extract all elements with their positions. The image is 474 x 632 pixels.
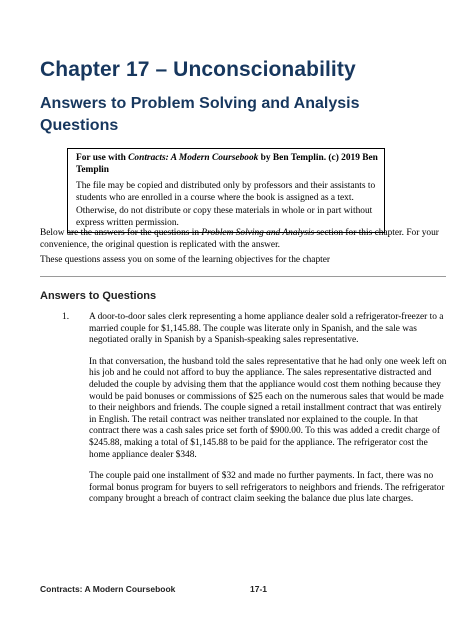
question-paragraph-1: A door-to-door sales clerk representing a home appliance dealer sold a refrigerator-freezer to a married couple for $1,145.88. The couple was literate only in Spanish, and the sale was negotiated orally in Spanish by a Spanish-speaking sales representative. — [89, 312, 444, 346]
footer-page-number: 17-1 — [250, 584, 268, 594]
intro-section — [40, 228, 445, 271]
copyright-notice-box — [67, 148, 385, 233]
question-paragraph-3: The couple paid one installment of $32 and made no further payments. In fact, there was no formal bonus program for buyers to sell refrigerators to neighbors and friends. The refrigerator company brought a breach of contract claim seeking the balance due plus late charges. — [89, 471, 445, 505]
question-body — [89, 312, 447, 516]
question-paragraph-2: In that conversation, the husband told the sales representative that he had only one week left on his job and he could not afford to buy the appliance. The sales representative distracted and deluded the couple by advising them that the appliance would cost them nothing because they would be paid bonuses or commissions of $25 each on the numerous sales that would be made to their neighbors and friends. The couple signed a retail installment contract that was entirely in English. The retail contract was neither translated nor explained to the couple. In that contract there was a cash sales price set forth of $900.00. To this was added a credit charge of $245.88, making a total of $1,145.88 to be paid for the appliance. The refrigerator cost the home appliance dealer $348. — [89, 356, 447, 460]
footer-book-title: Contracts: A Modern Coursebook — [40, 584, 176, 594]
question-number: 1. — [62, 312, 70, 322]
section-title: Answers to Problem Solving and Analysis Questions — [40, 95, 360, 134]
intro-p1-italic: Problem Solving and Analysis — [201, 228, 315, 238]
notice-for-prefix: For use with — [76, 153, 129, 163]
intro-p1-start: Below are the answers for the questions in — [40, 228, 202, 238]
answers-heading: Answers to Questions — [40, 290, 157, 302]
notice-text: The file may be copied and distributed only by professors and their assistants to students who are enrolled in a course where the book is assigned as a text. Otherwise, do not distribute or copy these materials in whole or in part without express written permission. — [76, 180, 376, 229]
intro-p1-end: section for this chapter. For your convenience, the original question is replicated with the answer. — [40, 228, 439, 250]
notice-for-suffix: by Ben Templin. (c) 2019 Ben Templin — [76, 153, 378, 176]
notice-attribution — [76, 152, 378, 177]
chapter-title: Chapter 17 – Unconscionability — [40, 58, 356, 81]
notice-book-title: Contracts: A Modern Coursebook — [128, 153, 259, 163]
intro-paragraph-1 — [40, 228, 445, 251]
horizontal-divider — [40, 276, 446, 277]
intro-paragraph-2: These questions assess you on some of the learning objectives for the chapter — [40, 255, 331, 266]
